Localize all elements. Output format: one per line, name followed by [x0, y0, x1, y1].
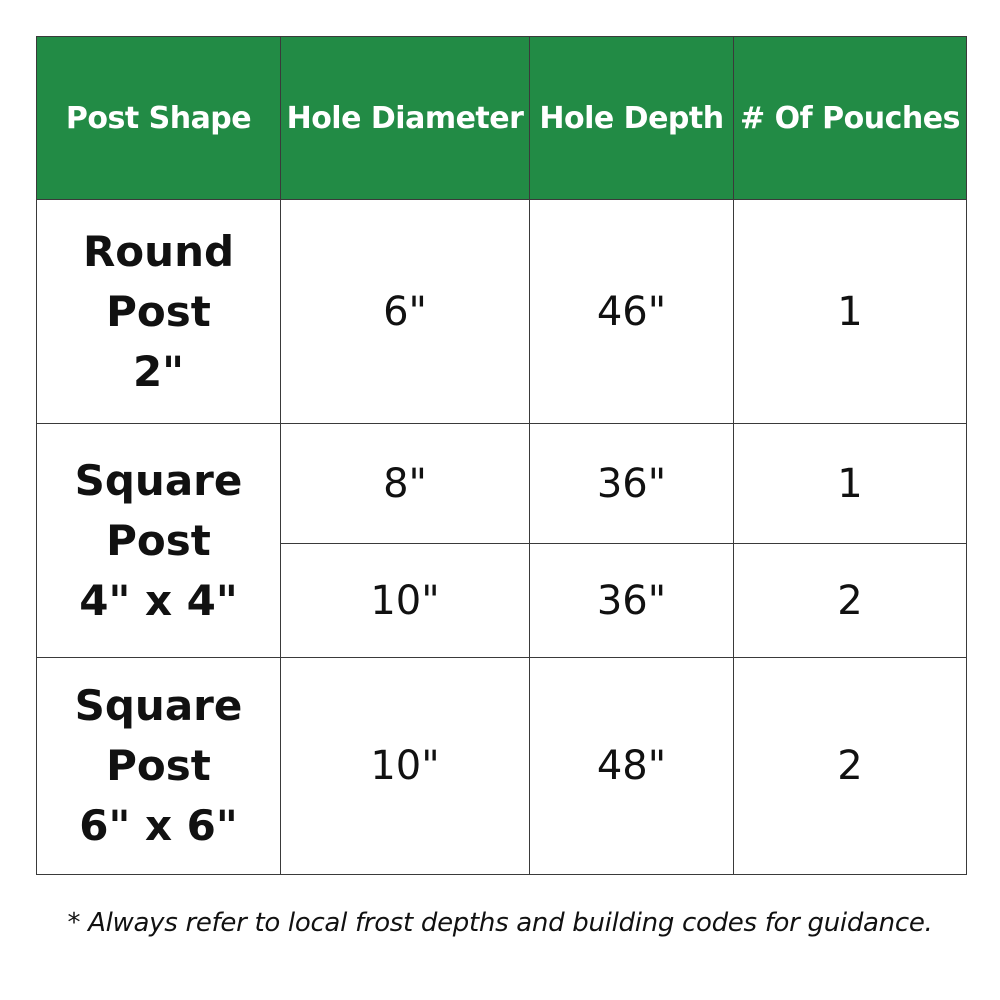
- header-post-shape: Post Shape: [37, 37, 281, 200]
- table-row: [37, 424, 967, 544]
- pouches-cell: 1: [734, 424, 967, 544]
- post-shape-line: Post: [106, 515, 211, 565]
- pouches-cell: 2: [734, 658, 967, 875]
- pouches-cell: 2: [734, 544, 967, 658]
- post-shape-cell: [37, 200, 281, 424]
- hole-depth-cell: 36": [530, 424, 734, 544]
- hole-diameter-cell: 10": [281, 544, 530, 658]
- post-shape-line: 6" x 6": [79, 801, 238, 850]
- post-shape-line: 4" x 4": [79, 575, 238, 625]
- hole-diameter-cell: 8": [281, 424, 530, 544]
- hole-diameter-cell: 10": [281, 658, 530, 875]
- post-shape-line: Square: [74, 681, 243, 730]
- post-hole-table: [36, 36, 967, 875]
- header-row: [37, 37, 967, 200]
- post-shape-cell: [37, 424, 281, 658]
- header-hole-diameter: Hole Diameter: [281, 37, 530, 200]
- header-pouches: # Of Pouches: [734, 37, 967, 200]
- hole-depth-cell: 48": [530, 658, 734, 875]
- table-row: [37, 200, 967, 424]
- post-shape-line: Square: [74, 455, 243, 505]
- footnote: * Always refer to local frost depths and building codes for guidance.: [67, 908, 933, 938]
- post-shape-line: Round: [82, 226, 235, 276]
- post-shape-cell: [37, 658, 281, 875]
- header-hole-depth: Hole Depth: [530, 37, 734, 200]
- hole-depth-cell: 36": [530, 544, 734, 658]
- table-row: [37, 658, 967, 875]
- pouches-cell: 1: [734, 200, 967, 424]
- post-shape-line: Post: [106, 741, 211, 790]
- post-shape-line: 2": [132, 346, 185, 396]
- hole-diameter-cell: 6": [281, 200, 530, 424]
- post-shape-line: Post: [106, 286, 211, 336]
- hole-depth-cell: 46": [530, 200, 734, 424]
